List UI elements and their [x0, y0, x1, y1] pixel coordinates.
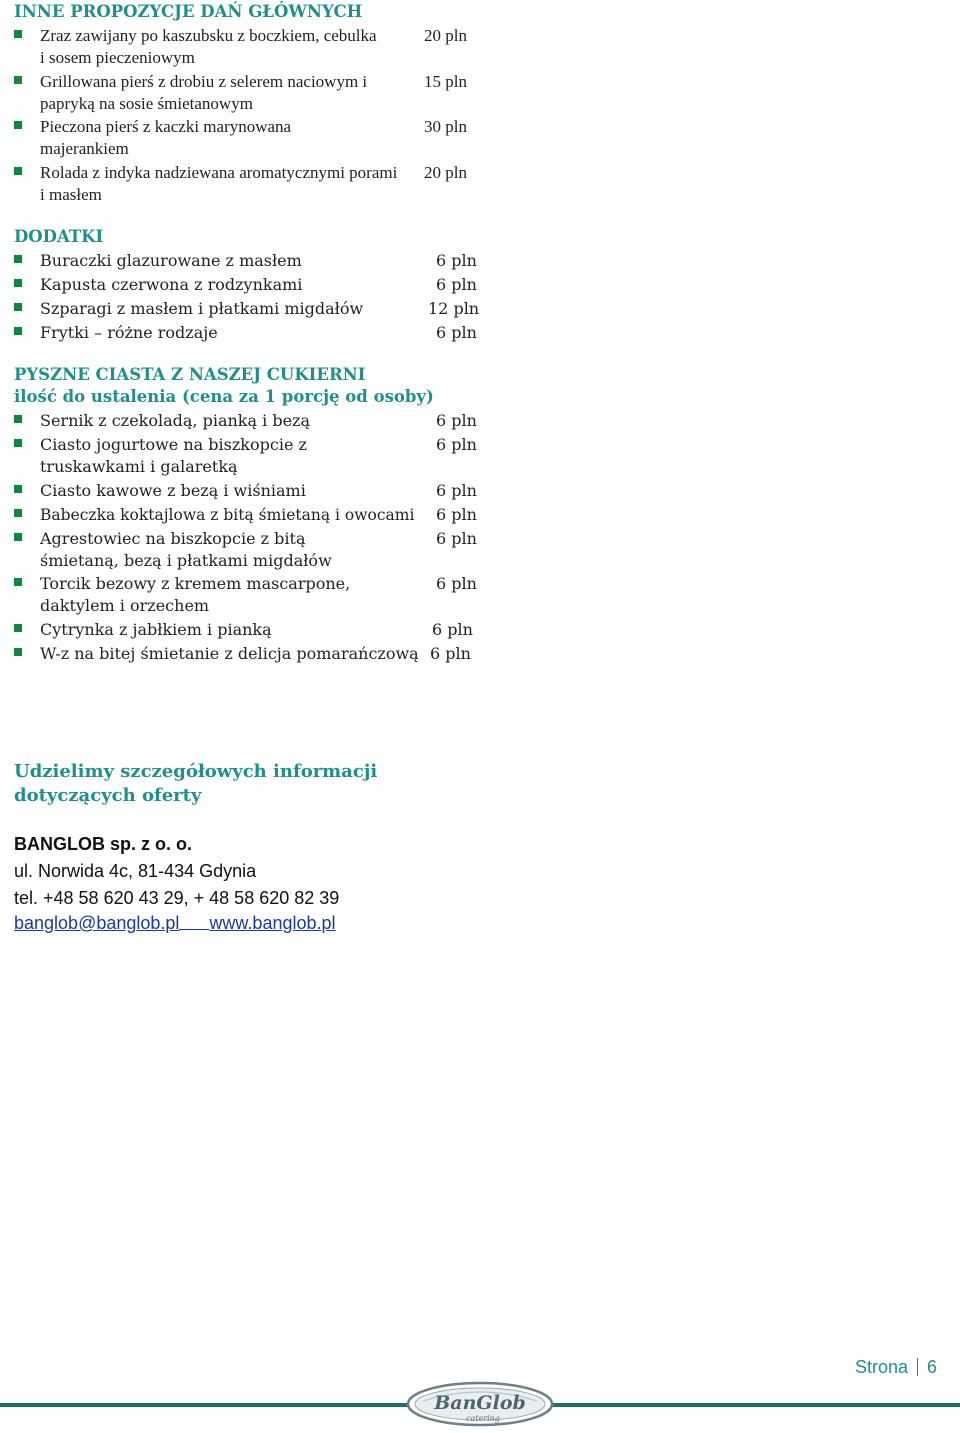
link-spacer: [179, 911, 209, 930]
email-link[interactable]: banglob@banglob.pl: [14, 913, 180, 933]
item-name: Grillowana pierś z drobiu z selerem naciowym i papryką na sosie śmietanowym: [40, 72, 368, 113]
logo-text: BanGlob: [434, 1392, 526, 1414]
bullet-icon: [14, 30, 22, 38]
bullet-icon: [14, 303, 22, 311]
item-name: Kapusta czerwona z rodzynkami: [40, 275, 303, 294]
page-separator: [917, 1358, 918, 1376]
contact-title: Udzielimy szczegółowych informacji dotyczących oferty: [14, 761, 378, 806]
bullet-icon: [14, 167, 22, 175]
bullet-icon: [14, 533, 22, 541]
item-name: Pieczona pierś z kaczki marynowana majerankiem: [40, 117, 292, 158]
banglob-logo: [405, 1381, 555, 1427]
logo-subtext: catering: [466, 1414, 500, 1423]
item-name: Zraz zawijany po kaszubsku z boczkiem, cebulka i sosem pieczeniowym: [40, 26, 377, 67]
item-name: Sernik z czekoladą, pianką i bezą: [40, 411, 310, 430]
page-number: 6: [927, 1357, 938, 1377]
contact-links: [14, 911, 336, 935]
bullet-icon: [14, 327, 22, 335]
bullet-icon: [14, 279, 22, 287]
page-indicator: [855, 1357, 937, 1378]
section-title-cakes: PYSZNE CIASTA Z NASZEJ CUKIERNI: [14, 365, 366, 384]
item-price: 6 pln: [436, 251, 477, 270]
section-title-main-dishes: INNE PROPOZYCJE DAŃ GŁÓWNYCH: [14, 2, 363, 21]
item-name: Buraczki glazurowane z masłem: [40, 251, 302, 270]
item-price: 6 pln: [432, 620, 473, 639]
company-address: ul. Norwida 4c, 81-434 Gdynia: [14, 861, 257, 881]
website-link[interactable]: www.banglob.pl: [209, 913, 336, 933]
item-name: Torcik bezowy z kremem mascarpone, daktylem i orzechem: [40, 574, 351, 615]
page-label: Strona: [855, 1357, 909, 1377]
item-price: 20 pln: [424, 26, 467, 45]
item-name: Babeczka koktajlowa z bitą śmietaną i owocami: [40, 506, 415, 524]
item-name: Frytki – różne rodzaje: [40, 323, 218, 342]
item-name: W-z na bitej śmietanie z delicja pomarańczową: [40, 644, 419, 663]
company-name: BANGLOB sp. z o. o.: [14, 834, 192, 854]
item-price: 6 pln: [436, 529, 477, 548]
item-name: Ciasto kawowe z bezą i wiśniami: [40, 481, 306, 500]
bullet-icon: [14, 485, 22, 493]
item-price: 6 pln: [436, 505, 477, 524]
section-subtitle-cakes: ilość do ustalenia (cena za 1 porcję od osoby): [14, 387, 434, 406]
bullet-icon: [14, 624, 22, 632]
item-price: 12 pln: [428, 299, 480, 318]
item-price: 6 pln: [436, 574, 477, 593]
item-price: 6 pln: [436, 411, 477, 430]
logo-graphic: [405, 1381, 555, 1427]
item-price: 6 pln: [436, 323, 477, 342]
item-name: Rolada z indyka nadziewana aromatycznymi porami i masłem: [40, 163, 398, 204]
bullet-icon: [14, 648, 22, 656]
company-phone: tel. +48 58 620 43 29, + 48 58 620 82 39: [14, 888, 340, 908]
item-price: 20 pln: [424, 163, 467, 182]
item-price: 15 pln: [424, 72, 467, 91]
item-price: 6 pln: [436, 481, 477, 500]
item-name: Cytrynka z jabłkiem i pianką: [40, 620, 272, 639]
item-price: 6 pln: [436, 435, 477, 454]
bullet-icon: [14, 255, 22, 263]
bullet-icon: [14, 415, 22, 423]
bullet-icon: [14, 76, 22, 84]
bullet-icon: [14, 578, 22, 586]
bullet-icon: [14, 121, 22, 129]
bullet-icon: [14, 509, 22, 517]
item-price: 6 pln: [430, 644, 471, 663]
item-name: Agrestowiec na biszkopcie z bitą śmietaną, bezą i płatkami migdałów: [40, 529, 332, 570]
item-price: 30 pln: [424, 117, 467, 136]
section-title-side-dishes: DODATKI: [14, 227, 104, 246]
item-name: Ciasto jogurtowe na biszkopcie z truskawkami i galaretką: [40, 435, 307, 476]
bullet-icon: [14, 439, 22, 447]
item-price: 6 pln: [436, 275, 477, 294]
item-name: Szparagi z masłem i płatkami migdałów: [40, 299, 364, 318]
